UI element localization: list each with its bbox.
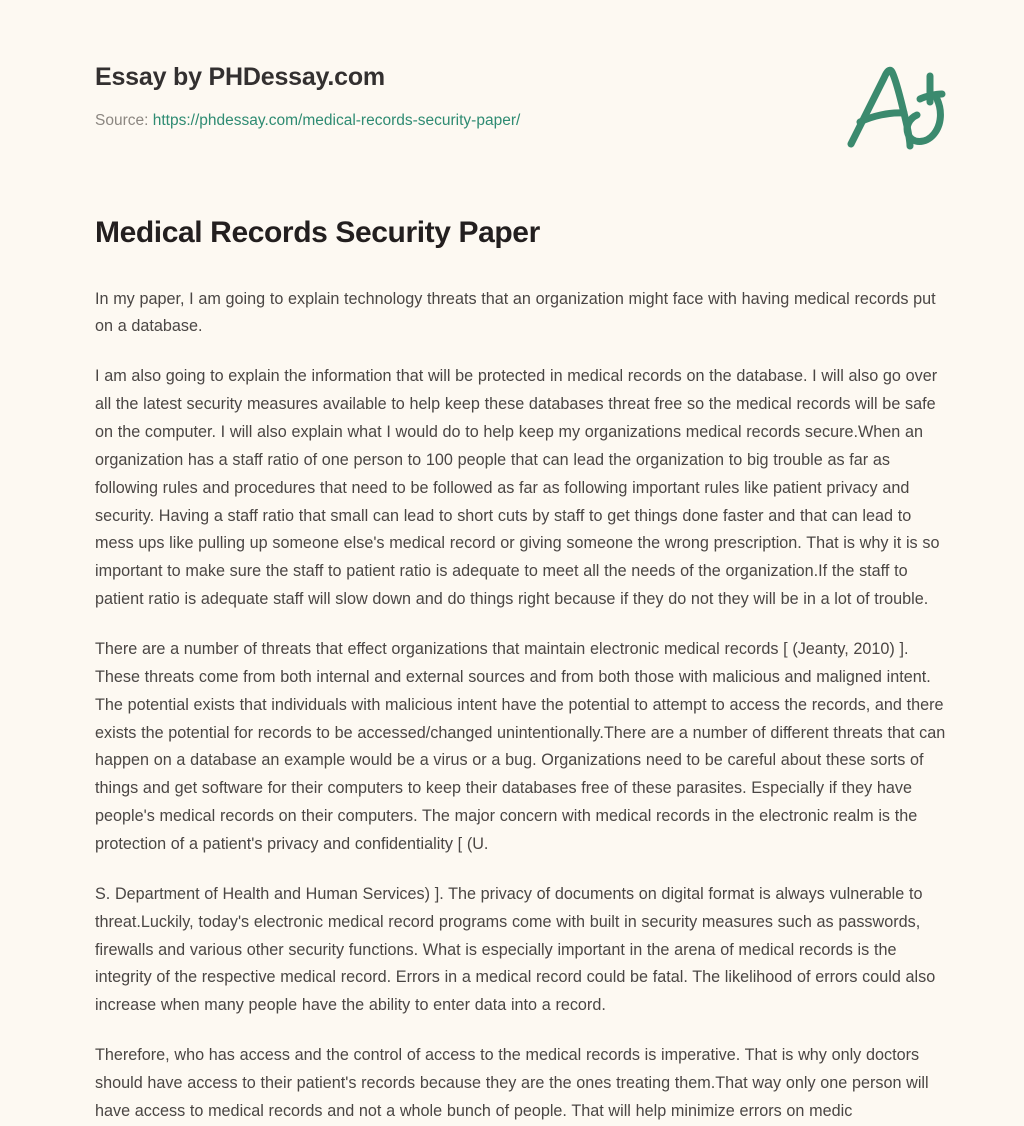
paragraph: There are a number of threats that effect organizations that maintain electronic medical records [ (Jeanty, 2010) ]. These threats come from both internal and external sources and from both those with malicious and maligned intent. The potential exists that individuals with malicious intent have the potential to attempt to access the records, and there exists the potential for records to be accessed/changed unintentionally.There are a number of different threats that can happen on a database an example would be a virus or a bug. Organizations need to be careful about these sorts of things and get software for their computers to keep their databases free of these parasites. Especially if they have people's medical records on their computers. The major concern with medical records in the electronic realm is the protection of a patient's privacy and confidentiality [ (U. [95, 639, 946, 853]
page-header [0, 0, 1024, 200]
paragraph: I am also going to explain the information that will be protected in medical records on the database. I will also go over all the latest security measures available to help keep these databases threat free so the medical records will be safe on the computer. I will also explain what I would do to help keep my organizations medical records secure.When an organization has a staff ratio of one person to 100 people that can lead the organization to big trouble as far as following rules and procedures that need to be followed as far as following important rules like patient privacy and security. Having a staff ratio that small can lead to short cuts by staff to get things done faster and that can lead to mess ups like pulling up someone else's medical record or giving someone the wrong prescription. That is why it is so important to make sure the staff to patient ratio is adequate to meet all the needs of the organization.If the staff to patient ratio is adequate staff will slow down and do things right because if they do not they will be in a lot of trouble. [95, 367, 940, 609]
source-label: Source: [95, 112, 149, 129]
brand-title: Essay by PHDessay.com [95, 63, 385, 91]
source-line [95, 110, 715, 132]
brand-block [95, 62, 715, 132]
article [95, 214, 951, 1126]
paragraph: S. Department of Health and Human Services) ]. The privacy of documents on digital format is always vulnerable to threat.Luckily, today's electronic medical record programs come with built in security measures such as passwords, firewalls and various other security functions. What is especially important in the arena of medical records is the integrity of the respective medical record. Errors in a medical record could be fatal. The likelihood of errors could also increase when many people have the ability to enter data into a record. [95, 884, 936, 1015]
paragraph: Therefore, who has access and the control of access to the medical records is imperative. That is why only doctors should have access to their patient's records because they are the ones treating them.That way only one person will have access to medical records and not a whole bunch of people. That will help minimize errors on medic [95, 1046, 929, 1120]
article-body [95, 286, 951, 1126]
a-plus-logo [838, 52, 968, 172]
page-title: Medical Records Security Paper [95, 216, 540, 249]
source-url-link[interactable]: https://phdessay.com/medical-records-security-paper/ [152, 112, 521, 129]
paragraph: In my paper, I am going to explain technology threats that an organization might face with having medical records put on a database. [95, 289, 936, 336]
